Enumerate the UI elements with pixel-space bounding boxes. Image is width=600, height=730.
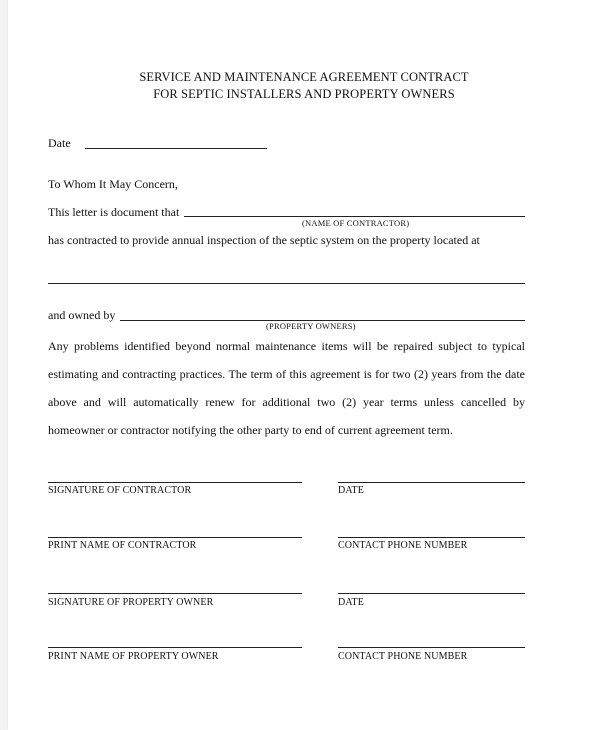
owner-print-name-line[interactable] xyxy=(48,647,302,648)
contractor-name-line[interactable] xyxy=(184,216,525,217)
contractor-print-name-line[interactable] xyxy=(48,537,302,538)
contact-phone-2-label: CONTACT PHONE NUMBER xyxy=(338,651,468,662)
contractor-signature-line[interactable] xyxy=(48,482,302,483)
print-name-contractor-label: PRINT NAME OF CONTRACTOR xyxy=(48,540,197,551)
terms-line-2: estimating and contracting practices. The term of this agreement is for two (2) years from the date xyxy=(48,367,525,381)
contact-phone-1-label: CONTACT PHONE NUMBER xyxy=(338,540,468,551)
owners-caption: (PROPERTY OWNERS) xyxy=(266,321,356,331)
date-label: Date xyxy=(48,136,71,150)
property-address-line[interactable] xyxy=(48,283,525,284)
letter-intro: This letter is document that xyxy=(48,205,180,219)
salutation: To Whom It May Concern, xyxy=(48,177,178,191)
signature-owner-label: SIGNATURE OF PROPERTY OWNER xyxy=(48,597,214,608)
date-2-label: DATE xyxy=(338,597,364,608)
contact-phone-2-line[interactable] xyxy=(338,647,525,648)
contact-phone-1-line[interactable] xyxy=(338,537,525,538)
owned-by-label: and owned by xyxy=(48,308,116,322)
print-name-owner-label: PRINT NAME OF PROPERTY OWNER xyxy=(48,651,219,662)
document-page xyxy=(8,0,600,730)
document-title-line-2: FOR SEPTIC INSTALLERS AND PROPERTY OWNERS xyxy=(153,87,455,101)
contractor-caption: (NAME OF CONTRACTOR) xyxy=(302,218,410,228)
signature-contractor-label: SIGNATURE OF CONTRACTOR xyxy=(48,485,192,496)
document-title-line-1: SERVICE AND MAINTENANCE AGREEMENT CONTRACT xyxy=(139,70,469,84)
date-2-line[interactable] xyxy=(338,593,525,594)
date-1-label: DATE xyxy=(338,485,364,496)
owner-signature-line[interactable] xyxy=(48,593,302,594)
date-1-line[interactable] xyxy=(338,482,525,483)
terms-line-1: Any problems identified beyond normal maintenance items will be repaired subject to typical xyxy=(48,339,525,353)
terms-line-4: homeowner or contractor notifying the other party to end of current agreement term. xyxy=(48,423,453,437)
date-line[interactable] xyxy=(85,148,267,149)
terms-line-3: above and will automatically renew for additional two (2) year terms unless cancelled by xyxy=(48,395,525,409)
contract-line: has contracted to provide annual inspection of the septic system on the property located at xyxy=(48,233,480,247)
